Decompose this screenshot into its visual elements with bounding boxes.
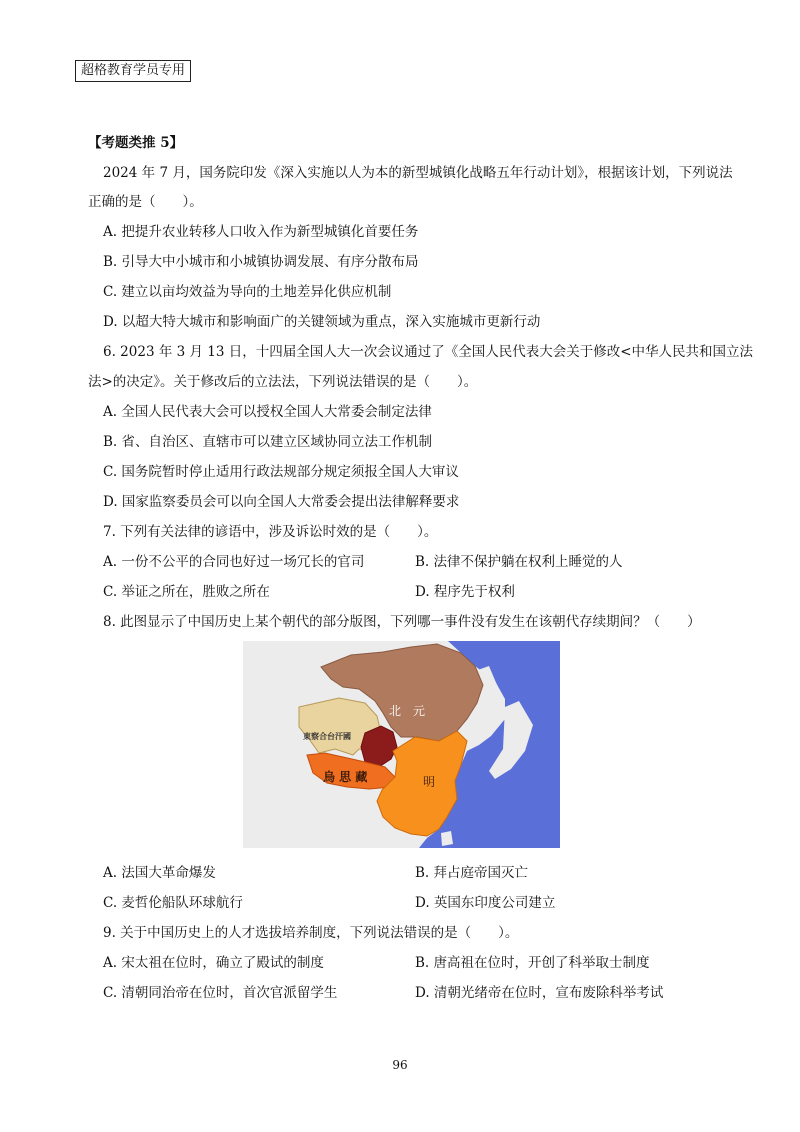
q6-option-a: A. 全国人民代表大会可以授权全国人大常委会制定法律 bbox=[103, 404, 432, 420]
q5-stem-line1: 2024 年 7 月，国务院印发《深入实施以人为本的新型城镇化战略五年行动计划》，根据该计划，下列说法 bbox=[103, 165, 733, 181]
q5-stem-line2: 正确的是（ ）。 bbox=[88, 194, 203, 210]
header-stamp: 超格教育学员专用 bbox=[75, 60, 191, 82]
q5-option-d: D. 以超大特大城市和影响面广的关键领域为重点，深入实施城市更新行动 bbox=[103, 314, 541, 330]
q7-option-a: A. 一份不公平的合同也好过一场冗长的官司 bbox=[103, 554, 365, 570]
q9-option-c: C. 清朝同治帝在位时，首次官派留学生 bbox=[103, 985, 338, 1001]
q6-stem-line2: 法>的决定》。关于修改后的立法法，下列说法错误的是（ ）。 bbox=[88, 374, 478, 390]
q6-stem-line1: 6. 2023 年 3 月 13 日，十四届全国人大一次会议通过了《全国人民代表大会关于修改<中华人民共和国立法 bbox=[103, 344, 754, 360]
page-number: 96 bbox=[392, 1058, 408, 1072]
taiwan-land bbox=[441, 831, 453, 846]
section-title: 【考题类推 5】 bbox=[88, 135, 184, 151]
q9-option-d: D. 清朝光绪帝在位时，宣布废除科举考试 bbox=[415, 985, 664, 1001]
q6-option-b: B. 省、自治区、直辖市可以建立区域协同立法工作机制 bbox=[103, 434, 433, 450]
label-north-yuan: 北 元 bbox=[389, 704, 426, 718]
q8-stem: 8. 此图显示了中国历史上某个朝代的部分版图，下列哪一事件没有发生在该朝代存续期间？（ ） bbox=[103, 614, 701, 630]
q8-option-a: A. 法国大革命爆发 bbox=[103, 865, 216, 881]
q7-option-c: C. 举证之所在，胜败之所在 bbox=[103, 584, 270, 600]
label-chagatai: 東察合台汗國 bbox=[303, 732, 351, 741]
q8-option-c: C. 麦哲伦船队环球航行 bbox=[103, 895, 243, 911]
ming-dynasty-map bbox=[243, 641, 560, 848]
label-ming: 明 bbox=[423, 775, 436, 789]
q7-option-d: D. 程序先于权利 bbox=[415, 584, 515, 600]
q9-option-b: B. 唐高祖在位时，开创了科举取士制度 bbox=[415, 955, 650, 971]
q6-option-d: D. 国家监察委员会可以向全国人大常委会提出法律解释要求 bbox=[103, 494, 460, 510]
q8-option-b: B. 拜占庭帝国灭亡 bbox=[415, 865, 529, 881]
q5-option-c: C. 建立以亩均效益为导向的土地差异化供应机制 bbox=[103, 284, 392, 300]
q9-option-a: A. 宋太祖在位时，确立了殿试的制度 bbox=[103, 955, 324, 971]
q5-option-a: A. 把提升农业转移人口收入作为新型城镇化首要任务 bbox=[103, 224, 419, 240]
q9-stem: 9. 关于中国历史上的人才选拔培养制度，下列说法错误的是（ ）。 bbox=[103, 925, 519, 941]
q5-option-b: B. 引导大中小城市和小城镇协调发展、有序分散布局 bbox=[103, 254, 419, 270]
q8-option-d: D. 英国东印度公司建立 bbox=[415, 895, 556, 911]
q7-stem: 7. 下列有关法律的谚语中，涉及诉讼时效的是（ ）。 bbox=[103, 524, 438, 540]
q6-option-c: C. 国务院暂时停止适用行政法规部分规定须报全国人大审议 bbox=[103, 464, 459, 480]
q7-option-b: B. 法律不保护躺在权利上睡觉的人 bbox=[415, 554, 623, 570]
label-wusizang: 烏 思 藏 bbox=[323, 770, 368, 784]
